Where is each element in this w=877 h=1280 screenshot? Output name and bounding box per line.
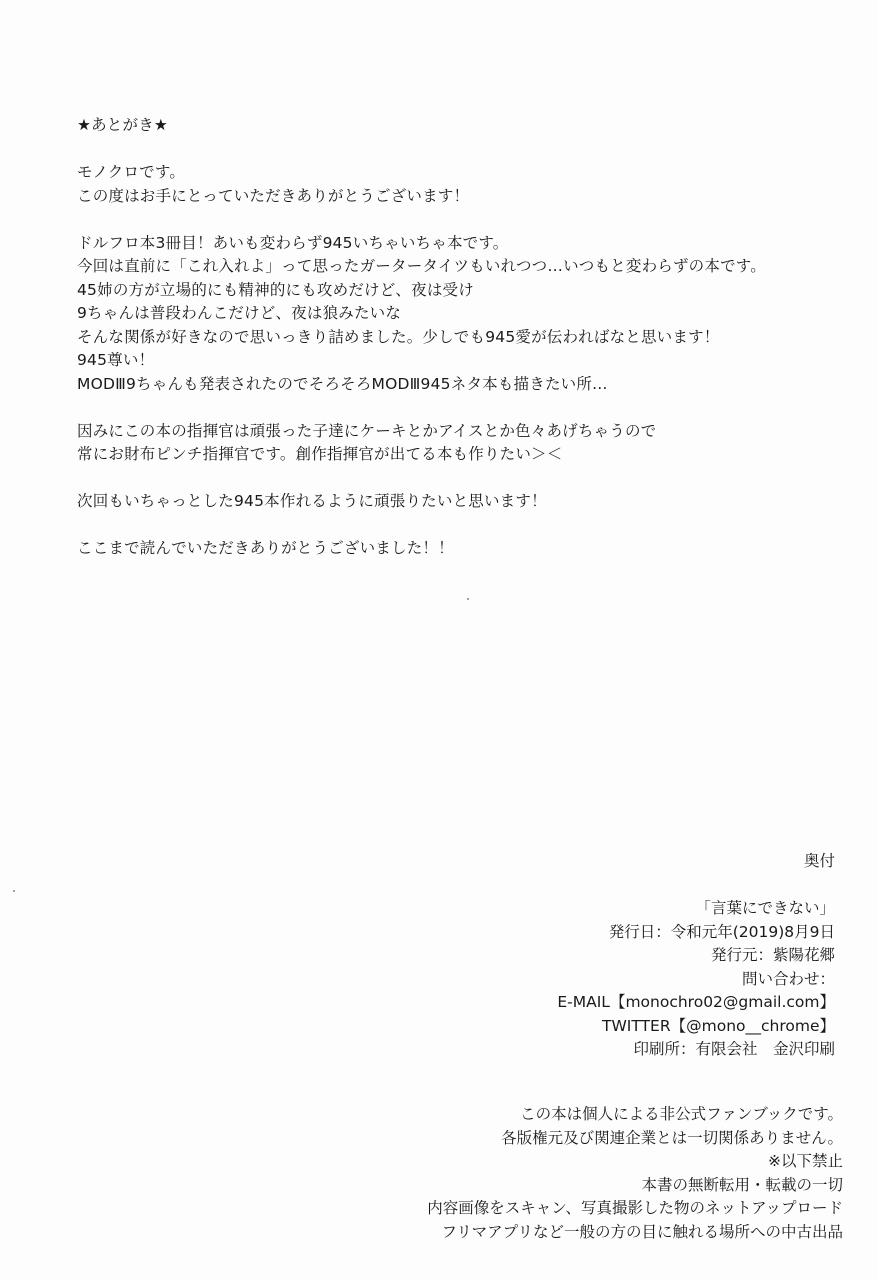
afterword-title: ★あとがき★ bbox=[77, 116, 168, 134]
book-title: 「言葉にできない」 bbox=[695, 899, 835, 917]
body-line: 45姉の方が立場的にも精神的にも攻めだけど、夜は受け bbox=[77, 280, 474, 299]
next-line: 次回もいちゃっとした945本作れるように頑張りたいと思います！ bbox=[77, 492, 547, 510]
body-line: MODⅢ9ちゃんも発表されたのでそろそろMODⅢ945ネタ本も描きたい所… bbox=[77, 374, 608, 393]
body-line: 9ちゃんは普段わんこだけど、夜は狼みたいな bbox=[77, 304, 402, 322]
publisher: 発行元：紫陽花郷 bbox=[710, 946, 835, 964]
colophon-section bbox=[335, 850, 835, 1062]
disclaimer-line: 内容画像をスキャン、写真撮影した物のネットアップロード bbox=[427, 1199, 843, 1217]
scan-speck bbox=[467, 598, 469, 600]
printer: 印刷所：有限会社 金沢印刷 bbox=[633, 1040, 835, 1058]
disclaimer-line: この本は個人による非公式ファンブックです。 bbox=[520, 1105, 843, 1123]
paragraph-gap bbox=[77, 138, 837, 162]
body-line: 今回は直前に「これ入れよ」って思ったガータータイツもいれつつ…いつもと変わらずの本です。 bbox=[77, 257, 766, 275]
greeting-line: モノクロです。 bbox=[77, 163, 186, 181]
colophon-heading: 奥付 bbox=[803, 852, 835, 870]
disclaimer-line: 各版権元及び関連企業とは一切関係ありません。 bbox=[501, 1128, 843, 1147]
body-line: ドルフロ本3冊目！あいも変わらず945いちゃいちゃ本です。 bbox=[77, 233, 509, 252]
paragraph-gap bbox=[77, 514, 837, 538]
paragraph-gap bbox=[77, 208, 837, 232]
disclaimer-line: フリマアプリなど一般の方の目に触れる場所への中古出品 bbox=[441, 1222, 843, 1241]
disclaimer-section bbox=[243, 1103, 843, 1244]
contact-label: 問い合わせ： bbox=[741, 969, 835, 988]
publish-date: 発行日：令和元年(2019)8月9日 bbox=[608, 922, 835, 941]
disclaimer-line: ※以下禁止 bbox=[768, 1152, 843, 1170]
afterword-section bbox=[77, 114, 837, 561]
contact-twitter: TWITTER【@mono__chrome】 bbox=[602, 1016, 835, 1035]
thanks-line: ここまで読んでいただきありがとうございました！！ bbox=[77, 539, 454, 557]
scan-speck bbox=[13, 890, 15, 892]
commander-line: 常にお財布ピンチ指揮官です。創作指揮官が出てる本も作りたい＞＜ bbox=[77, 445, 563, 463]
paragraph-gap bbox=[77, 396, 837, 420]
body-line: 945尊い！ bbox=[77, 351, 155, 369]
contact-email: E-MAIL【monochro02@gmail.com】 bbox=[557, 993, 835, 1011]
body-line: そんな関係が好きなので思いっきり詰めました。少しでも945愛が伝わればなと思います！ bbox=[77, 327, 720, 346]
commander-line: 因みにこの本の指揮官は頑張った子達にケーキとかアイスとか色々あげちゃうので bbox=[77, 421, 657, 440]
paragraph-gap bbox=[77, 467, 837, 491]
colophon-gap bbox=[335, 874, 835, 898]
disclaimer-line: 本書の無断転用・転載の一切 bbox=[641, 1175, 843, 1194]
greeting-line: この度はお手にとっていただきありがとうございます！ bbox=[77, 186, 470, 205]
